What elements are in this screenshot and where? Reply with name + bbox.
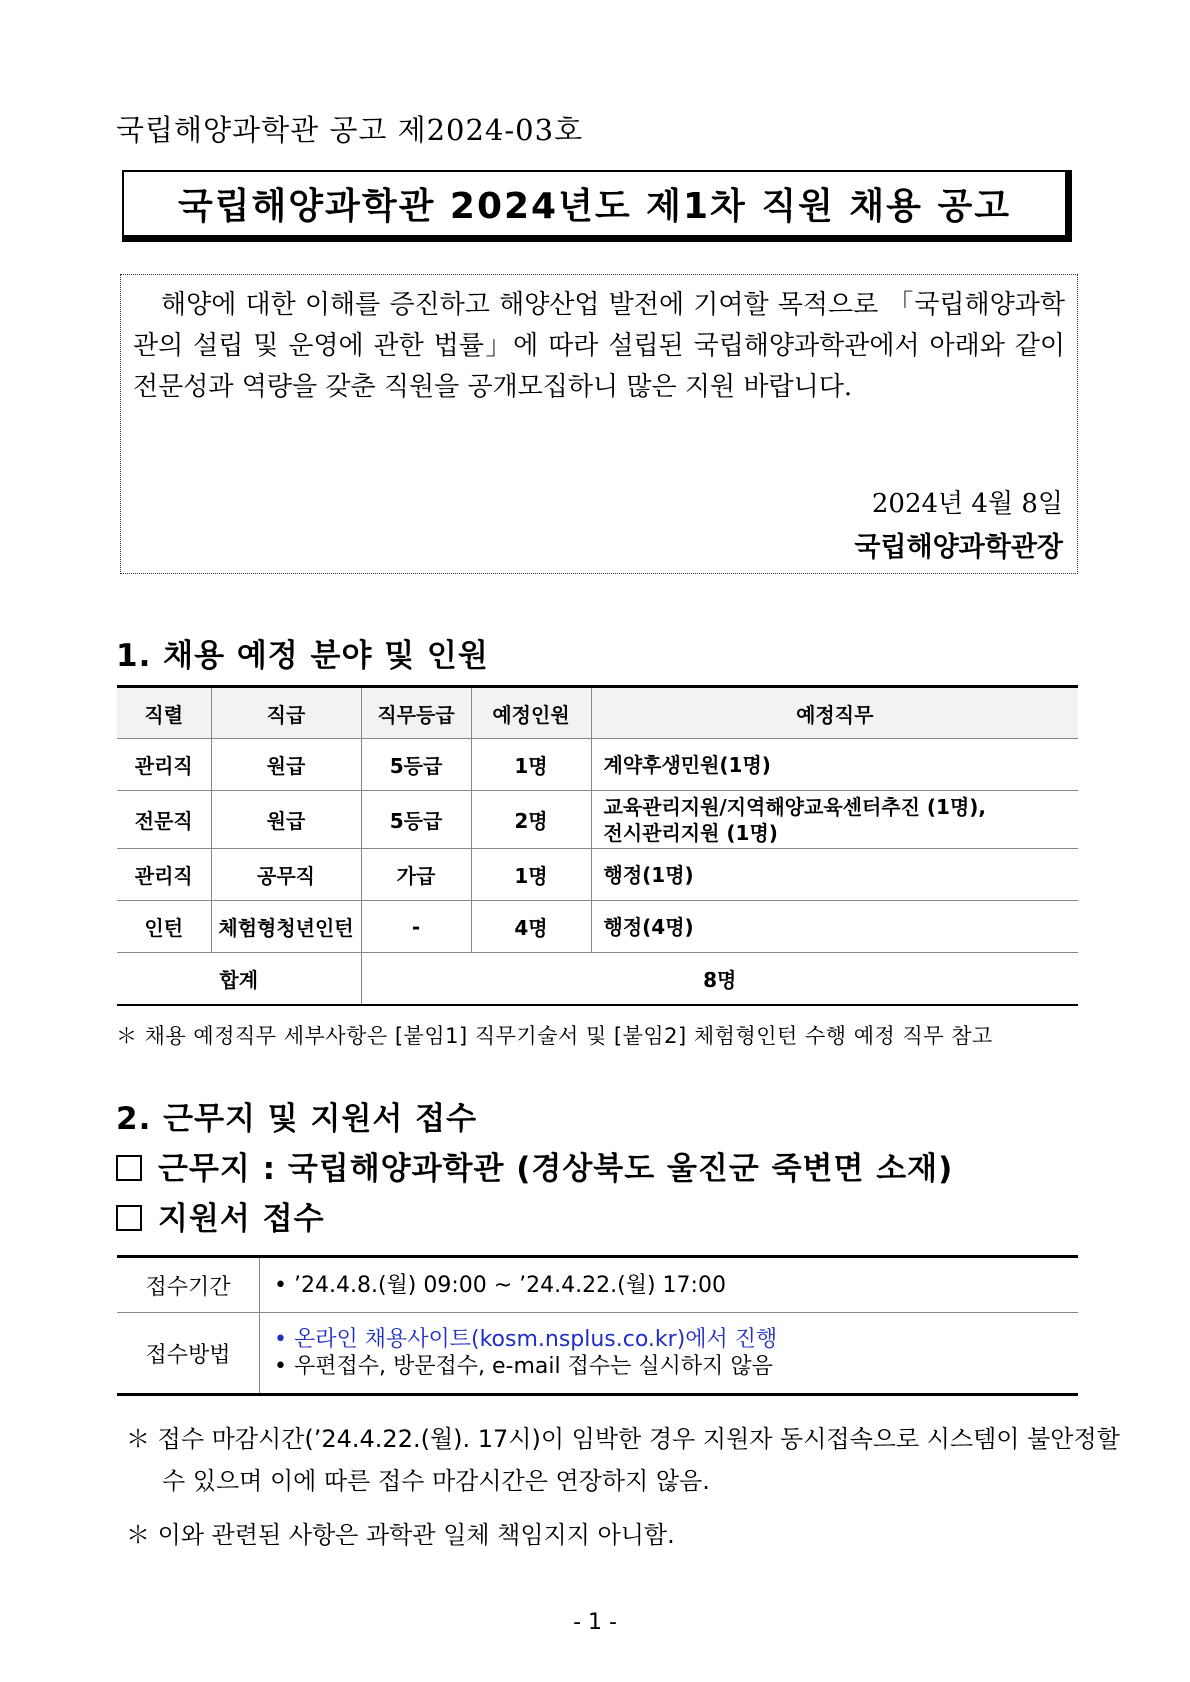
- method-online: • 온라인 채용사이트(kosm.nsplus.co.kr)에서 진행: [274, 1327, 778, 1352]
- table-header: 예정직무: [591, 687, 1078, 739]
- method-label: 접수방법: [117, 1313, 260, 1395]
- duty-line: 행정(4명): [603, 914, 694, 939]
- table-cell: 2명: [471, 791, 591, 849]
- table-cell: 5등급: [361, 791, 471, 849]
- method-online-text: 온라인 채용사이트(kosm.nsplus.co.kr)에서 진행: [293, 1327, 778, 1352]
- liability-note: ＊ 이와 관련된 사항은 과학관 일체 책임지지 아니함.: [126, 1521, 675, 1549]
- checkbox-square-icon: [116, 1205, 142, 1231]
- duty-line: 교육관리지원/지역해양교육센터추진 (1명),: [603, 794, 987, 819]
- table-cell: 원급: [211, 791, 361, 849]
- deadline-note-line2: 수 있으며 이에 따른 접수 마감시간은 연장하지 않음.: [162, 1467, 710, 1495]
- table-row: [117, 1257, 1078, 1313]
- application-heading-text: 지원서 접수: [158, 1201, 325, 1237]
- table-cell: 원급: [211, 739, 361, 791]
- duty-line: 행정(1명): [603, 862, 694, 887]
- application-heading: [116, 1193, 325, 1238]
- table-cell: 공무직: [211, 849, 361, 901]
- duty-line: 계약후생민원(1명): [603, 752, 771, 777]
- table-cell: 관리직: [117, 849, 211, 901]
- application-table: [117, 1255, 1078, 1396]
- table-header: 직급: [211, 687, 361, 739]
- workplace-text: 근무지 : 국립해양과학관 (경상북도 울진군 죽변면 소재): [158, 1151, 954, 1187]
- table-cell: 전문직: [117, 791, 211, 849]
- table-cell: 5등급: [361, 739, 471, 791]
- section1-heading: 1. 채용 예정 분야 및 인원: [116, 638, 489, 674]
- intro-signature: 국립해양과학관장: [854, 532, 1063, 563]
- table-cell: 체험형청년인턴: [211, 901, 361, 953]
- period-label: 접수기간: [117, 1257, 260, 1313]
- table-cell: [591, 739, 1078, 791]
- notice-number: 국립해양과학관 공고 제2024-03호: [116, 113, 584, 147]
- recruitment-table: [117, 685, 1078, 1006]
- table-cell: 가급: [361, 849, 471, 901]
- table-cell: 인턴: [117, 901, 211, 953]
- duty-line: 전시관리지원 (1명): [603, 820, 778, 845]
- period-value: ’24.4.8.(월) 09:00 ~ ’24.4.22.(월) 17:00: [293, 1272, 726, 1298]
- intro-paragraph: 해양에 대한 이해를 증진하고 해양산업 발전에 기여할 목적으로 「국립해양과학관의 설립 및 운영에 관한 법률」에 따라 설립된 국립해양과학관에서 아래와 같이 전문성과 역량을 갖춘 직원을 공개모집하니 많은 지원 바랍니다.: [133, 290, 1065, 402]
- intro-box: [120, 274, 1078, 574]
- table-total-row: [117, 953, 1078, 1005]
- section2-heading: 2. 근무지 및 지원서 접수: [116, 1101, 478, 1137]
- table-row: [117, 739, 1078, 791]
- table-row: [117, 849, 1078, 901]
- table-cell: 관리직: [117, 739, 211, 791]
- table-cell: [591, 791, 1078, 849]
- table-header: 직무등급: [361, 687, 471, 739]
- table-row: [117, 1313, 1078, 1395]
- checkbox-square-icon: [116, 1155, 142, 1181]
- method-offline: • 우편접수, 방문접수, e-mail 접수는 실시하지 않음: [274, 1354, 773, 1379]
- section1-note: ＊ 채용 예정직무 세부사항은 [붙임1] 직무기술서 및 [붙임2] 체험형인턴 수행 예정 직무 참고: [116, 1024, 993, 1048]
- total-label: 합계: [117, 953, 361, 1005]
- table-cell: 1명: [471, 849, 591, 901]
- table-cell: 4명: [471, 901, 591, 953]
- table-cell: -: [361, 901, 471, 953]
- table-header-row: [117, 687, 1078, 739]
- workplace-line: [116, 1143, 953, 1188]
- document-title: 국립해양과학관 2024년도 제1차 직원 채용 공고: [122, 170, 1072, 242]
- method-cell: [260, 1313, 1079, 1395]
- table-header: 직렬: [117, 687, 211, 739]
- table-cell: [591, 849, 1078, 901]
- period-cell: • ’24.4.8.(월) 09:00 ~ ’24.4.22.(월) 17:00: [260, 1257, 1079, 1313]
- table-cell: 1명: [471, 739, 591, 791]
- deadline-note-line1: ＊ 접수 마감시간(’24.4.22.(월). 17시)이 임박한 경우 지원자 동시접속으로 시스템이 불안정할: [126, 1425, 1120, 1453]
- table-row: [117, 791, 1078, 849]
- table-cell: [591, 901, 1078, 953]
- page-number: - 1 -: [573, 1610, 617, 1635]
- total-value: 8명: [361, 953, 1078, 1005]
- table-header: 예정인원: [471, 687, 591, 739]
- table-row: [117, 901, 1078, 953]
- method-offline-text: 우편접수, 방문접수, e-mail 접수는 실시하지 않음: [293, 1354, 773, 1379]
- intro-date: 2024년 4월 8일: [871, 489, 1063, 519]
